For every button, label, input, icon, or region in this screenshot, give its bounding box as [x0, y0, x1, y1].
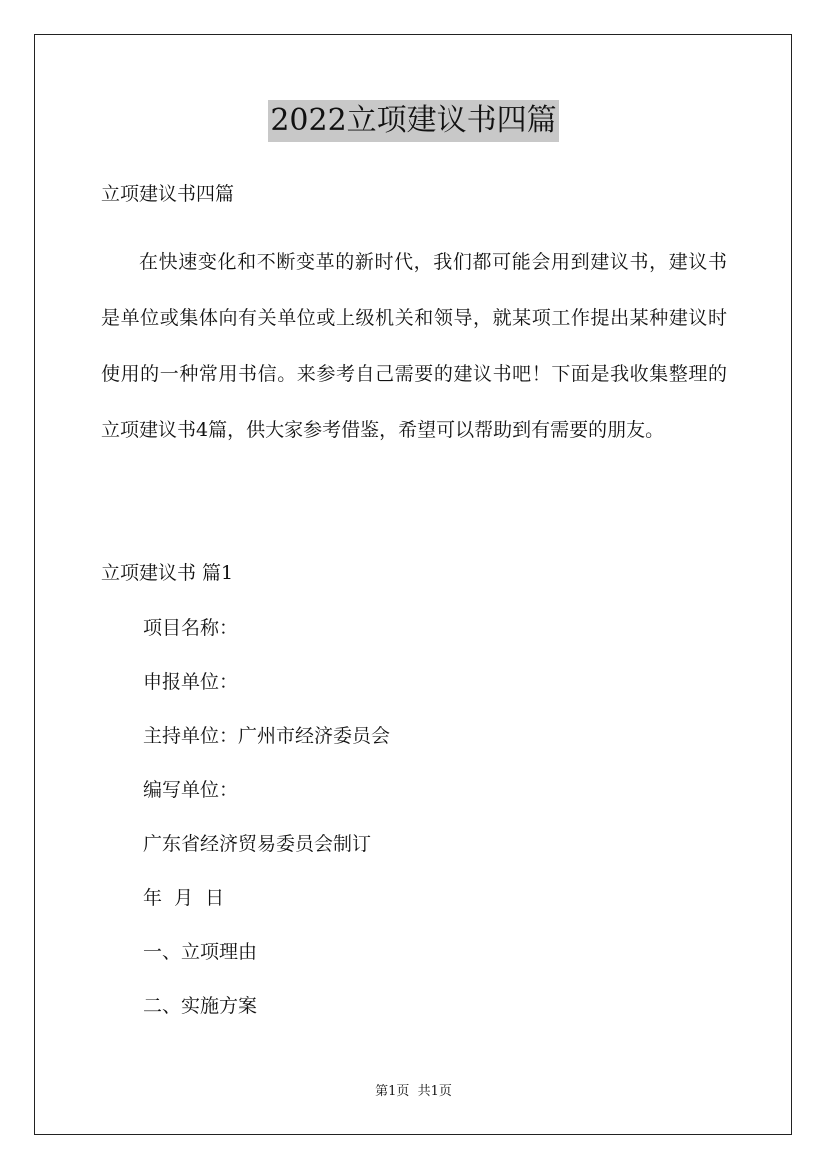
intro-paragraph: 在快速变化和不断变革的新时代，我们都可能会用到建议书，建议书是单位或集体向有关单位或上级机关和领导，就某项工作提出某种建议时使用的一种常用书信。来参考自己需要的建议书吧！下面是我收集整理的立项建议书4篇，供大家参考借鉴，希望可以帮助到有需要的朋友。: [101, 251, 727, 441]
field-issuer: 广东省经济贸易委员会制订: [143, 833, 372, 855]
page-number-label: 第1页 共1页: [375, 1084, 452, 1099]
section-heading: 立项建议书 篇1: [101, 562, 234, 584]
document-title: 2022立项建议书四篇: [268, 100, 558, 142]
page-footer: [0, 1083, 827, 1101]
field-author-unit: 编写单位：: [143, 779, 239, 801]
field-applicant: 申报单位：: [143, 671, 239, 693]
title-container: [0, 100, 827, 142]
field-project-name: 项目名称：: [143, 617, 239, 639]
section-plan: 二、实施方案: [143, 995, 258, 1017]
document-subtitle: 立项建议书四篇: [101, 183, 235, 205]
field-date: 年 月 日: [143, 887, 225, 909]
field-host-unit: 主持单位：广州市经济委员会: [143, 725, 391, 747]
section-reasons: 一、立项理由: [143, 941, 258, 963]
